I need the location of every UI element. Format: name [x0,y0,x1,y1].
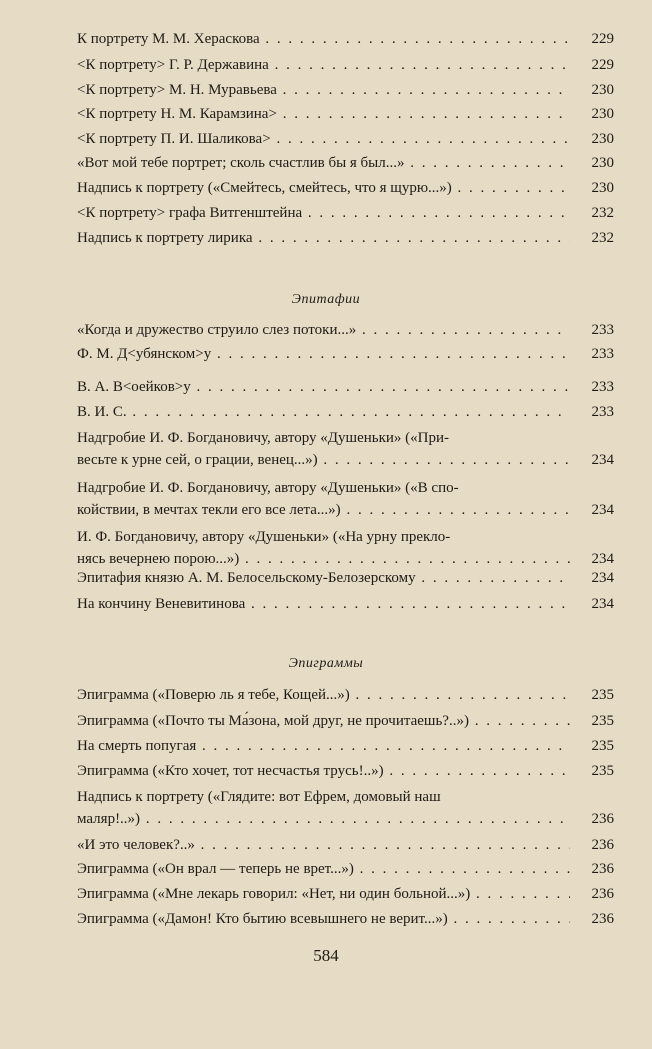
page-ref: 230 [574,103,614,125]
toc-entry: На кончину Веневитинова . . . 234 [77,593,614,615]
toc-entry: Надгробие И. Ф. Богдановичу, автору «Душеньки» («В спо- койствии, в мечтах текли его все лета...») . . . 234 [77,477,614,521]
toc-entry: Эпиграмма («Кто хочет, тот несчастья трусь!..») . . . 235 [77,760,614,782]
page-ref: 236 [574,834,614,856]
toc-entry: Эпиграмма («Он врал — теперь не врет...») . . . 236 [77,858,614,880]
page-ref: 235 [574,735,614,757]
page-ref: 234 [574,548,614,570]
toc-entry: Эпиграмма («Поверю ль я тебе, Кощей...») . . . 235 [77,684,614,706]
page-ref: 230 [574,128,614,150]
page-ref: 234 [574,499,614,521]
toc-entry: Эпиграмма («Почто ты Ма́зона, мой друг, не прочитаешь?..») . . . 235 [77,710,614,732]
page-number: 584 [313,946,339,965]
page-ref: 233 [574,343,614,365]
toc-entry: «И это человек?..» . . . 236 [77,834,614,856]
page-ref: 236 [574,883,614,905]
toc-entry: <К портрету Н. М. Карамзина> . . . 230 [77,103,614,125]
page-ref: 230 [574,177,614,199]
page-ref: 232 [574,202,614,224]
page-ref: 234 [574,567,614,589]
toc-entry: Надпись к портрету («Смейтесь, смейтесь, что я щурю...») . . . 230 [77,177,614,199]
toc-entry: В. А. В<оейков>у . . . 233 [77,376,614,398]
toc-entry: «Вот мой тебе портрет; сколь счастлив бы я был...» . . . 230 [77,152,614,174]
page-ref: 235 [574,760,614,782]
toc-entry: Надпись к портрету лирика . . . 232 [77,227,614,249]
toc-entry: <К портрету> М. Н. Муравьева . . . 230 [77,79,614,101]
page-ref: 232 [574,227,614,249]
toc-entry: <К портрету П. И. Шаликова> . . . 230 [77,128,614,150]
page-ref: 236 [574,858,614,880]
page-ref: 233 [574,376,614,398]
page-ref: 233 [574,401,614,423]
page-ref: 230 [574,79,614,101]
section-heading-epigrams: Эпиграммы [288,656,364,671]
toc-entry: В. И. С. . . . 233 [77,401,614,423]
page-ref: 236 [574,908,614,930]
page-ref: 230 [574,152,614,174]
toc-entry: К портрету М. М. Хераскова . . . 229 [77,28,614,50]
toc-entry: Эпиграмма («Мне лекарь говорил: «Нет, ни один больной...») . . . 236 [77,883,614,905]
toc-entry: Эпиграмма («Дамон! Кто бытию всевышнего не верит...») . . . 236 [77,908,614,930]
toc-entry: Ф. М. Д<убянском>у . . . 233 [77,343,614,365]
toc-entry: <К портрету> Г. Р. Державина . . . 229 [77,54,614,76]
toc-entry: Надпись к портрету («Глядите: вот Ефрем, домовый наш маляр!..») . . . 236 [77,786,614,830]
page-ref: 235 [574,684,614,706]
page-ref: 235 [574,710,614,732]
toc-entry: Эпитафия князю А. М. Белосельскому-Белозерскому . . . 234 [77,567,614,589]
toc-entry: <К портрету> графа Витгенштейна . . . 232 [77,202,614,224]
toc-entry: И. Ф. Богдановичу, автору «Душеньки» («На урну прекло- нясь вечернею порою...») . . . 234 [77,526,614,570]
page-ref: 233 [574,319,614,341]
page-ref: 234 [574,449,614,471]
section-heading-epitaphs: Эпитафии [291,292,361,307]
page-ref: 229 [574,28,614,50]
toc-entry: На смерть попугая . . . 235 [77,735,614,757]
toc-entry: «Когда и дружество струило слез потоки...» . . . 233 [77,319,614,341]
page-ref: 236 [574,808,614,830]
toc-entry: Надгробие И. Ф. Богдановичу, автору «Душеньки» («При- весьте к урне сей, о грации, венец...») . . . 234 [77,427,614,471]
page-ref: 234 [574,593,614,615]
page-ref: 229 [574,54,614,76]
